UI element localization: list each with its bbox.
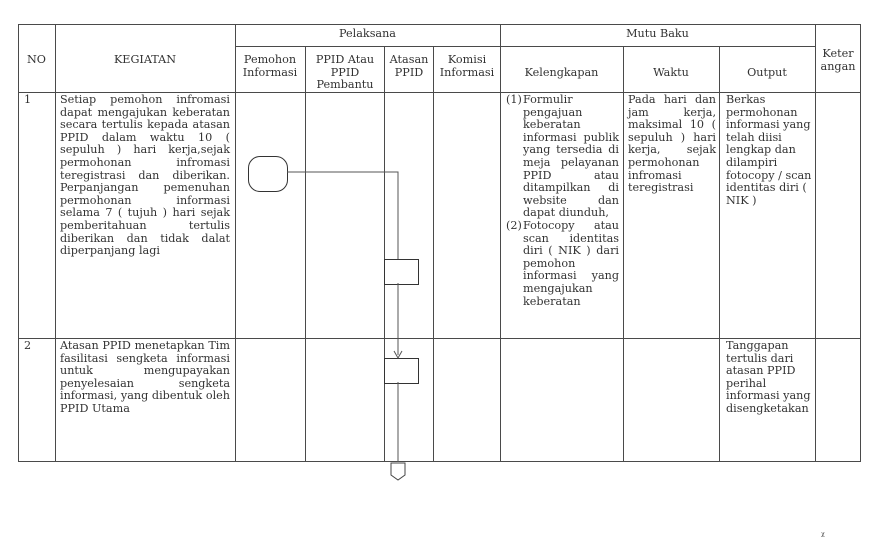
row2-no: 2	[24, 339, 32, 352]
header-ppid-pembantu: PPID Atau PPID Pembantu	[315, 53, 375, 92]
connector-start-to-process	[287, 172, 398, 259]
row1-output: Berkas permohonan informasi yang telah diisi lengkap dan dilampiri fotocopy / scan identitas diri ( NIK )	[726, 93, 812, 207]
list-item: (2) Fotocopy atau scan identitas diri ( NIK ) dari pemohon informasi yang mengajukan keberatan	[506, 218, 619, 308]
header-pemohon-informasi: Pemohon Informasi	[242, 53, 298, 79]
header-atasan-ppid: Atasan PPID	[389, 53, 429, 79]
header-kelengkapan: Kelengkapan	[524, 66, 599, 79]
header-keterangan: Keter angan	[820, 47, 856, 73]
row1-no: 1	[24, 93, 32, 106]
header-pelaksana: Pelaksana	[339, 27, 396, 40]
header-mutu-baku: Mutu Baku	[626, 27, 689, 40]
page-corner-mark: ᵡ	[821, 531, 825, 542]
offpage-connector-shape	[391, 463, 405, 480]
row2-kegiatan: Atasan PPID menetapkan Tim fasilitasi sengketa informasi untuk mengupayakan penyelesaian sengketa informasi, yang dibentuk oleh PPID Utama	[60, 339, 230, 415]
header-output: Output	[747, 66, 787, 79]
row2-output: Tanggapan tertulis dari atasan PPID perihal informasi yang disengketakan	[726, 339, 811, 415]
row1-kegiatan: Setiap pemohon infromasi dapat mengajukan keberatan secara tertulis kepada atasan PPID dalam waktu 10 ( sepuluh ) hari kerja,sejak permohonan infromasi teregistrasi dan diberikan. Perpanjangan pemenuhan permohonan informasi selama 7 ( tujuh ) hari sejak pemberitahuan tertulis diberikan dan tidak dalat diperpanjang lagi	[60, 93, 230, 258]
header-waktu: Waktu	[653, 66, 689, 79]
header-komisi-informasi: Komisi Informasi	[439, 53, 495, 79]
list-item: (1) Formulir pengajuan keberatan informasi publik yang tersedia di meja pelayanan PPID atau ditampilkan di website dan dapat diunduh,	[506, 93, 619, 220]
row1-waktu: Pada hari dan jam kerja, maksimal 10 ( sepuluh ) hari kerja, sejak permohonan infromasi teregistrasi	[628, 93, 716, 195]
header-no: NO	[27, 53, 46, 66]
header-kegiatan: KEGIATAN	[113, 53, 177, 66]
